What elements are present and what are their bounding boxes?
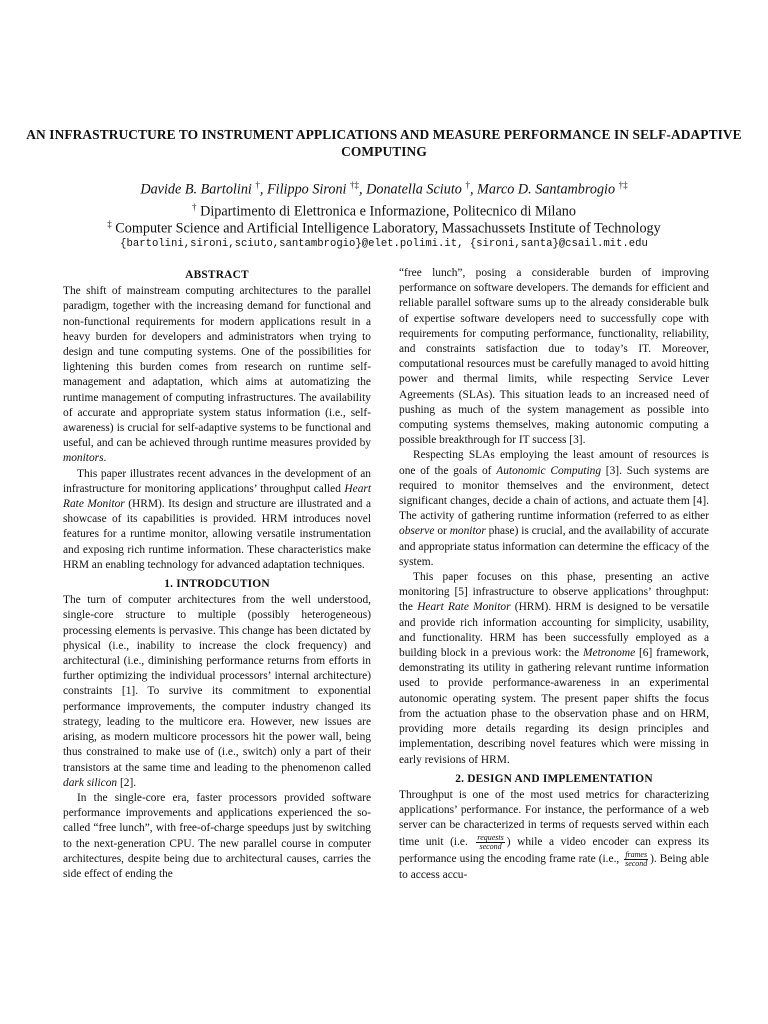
section-heading-introduction: 1. INTRODCUTION [164,578,270,591]
affiliation-mark: † [192,202,197,212]
author-name: Davide B. Bartolini [140,181,252,198]
abstract-paragraph: The shift of mainstream computing architectures to the parallel paradigm, together with the increasing demand for functional and non-functional requirements for modern applications result in a heavy burden for developers and administrators when trying to design and tune computing systems. One of the possibilities for lightening this burden comes from research on runtime self-management and adaptation, which aims at automatizing the runtime management of computing infrastructures. The availability of accurate and appropriate system status information (i.e., self-awareness) is crucial for self-adaptive systems to be functional and useful, and can be achieved through runtime measures provided by monitors. [63,285,371,465]
body-paragraph: The turn of computer architectures from the well understood, single-core structure to multiple (possibly heterogeneous) processing elements is pervasive. This change has been dictated by physical (i.e., inability to increase the clock frequency) and architectural (i.e., diminishing performance returns from efforts in further optimizing the individual processors’ internal architecture) constraints [1]. To survive its commitment to exponential performance improvements, the computer industry changed its strategy, leading to the multicore era. However, new issues are arising, as modern multicore processors hit the power wall, being thus constrained to make use of (i.e., switch) only a part of their transistors at the same time and leading to the phenomenon called dark silicon [2]. [63,594,371,789]
author-name: Marco D. Santambrogio [477,181,616,198]
author-name: Donatella Sciuto [366,181,462,198]
abstract-paragraph: This paper illustrates recent advances in the development of an infrastructure for monitoring applications’ throughput called Heart Rate Monitor (HRM). Its design and structure are illustrated and a showcase of its capabilities is provided. HRM introduces novel features for a runtime monitor, allowing versatile instrumentation and exposing rich runtime information. These characteristics make HRM an enabling technology for advanced adaptation techniques. [63,467,371,571]
affiliation-mark: †‡ [618,180,628,190]
affiliation-line [0,202,768,221]
body-paragraph: In the single-core era, faster processors provided software performance improvements and applications experienced the so-called “free lunch”, with free-of-charge speedups just by switching to the next-generation CPU. The new parallel course in computer architectures, despite being due to architectural causes, carries the side effect of ending the [63,791,371,880]
fraction-requests-per-second: $\frac{\text{requests}}{\text{second}}$ [477,832,504,851]
author-list: Davide B. Bartolini †, Filippo Sironi †‡, Donatella Sciuto †, Marco D. Santambrogio †‡ [140,180,628,198]
affiliation-mark: † [465,180,470,190]
right-column [399,266,709,883]
section-heading-abstract: ABSTRACT [185,269,249,281]
body-paragraph: Respecting SLAs employing the least amount of resources is one of the goals of Autonomic Computing [3]. Such systems are required to monitor themselves and the environment, detect significant changes, decide a chain of actions, and actuate them [4]. The activity of gathering runtime information (referred to as either observe or monitor phase) is crucial, and the availability of accurate and appropriate status information can determine the efficacy of the system. [399,449,710,568]
paper-title: AN INFRASTRUCTURE TO INSTRUMENT APPLICATIONS AND MEASURE PERFORMANCE IN SELF-ADAPTIVE COMPUTING [26,127,742,159]
affiliation-mark: † [255,180,260,190]
affiliation-text: Computer Science and Artificial Intelligence Laboratory, Massachussets Institute of Technology [115,220,661,237]
fraction-frames-per-second: $\frac{\text{frames}}{\text{second}}$ [625,849,648,868]
affiliation-mark: †‡ [350,180,360,190]
body-paragraph: “free lunch”, posing a considerable burden of improving performance on software developers. The demands for efficient and reliable parallel software sums up to the already considerable bulk of expertise software developers need to successfully cope with requirements for computing performance, functionality, reliability, and constraints satisfaction due to today’s IT. Moreover, computational resources must be carefully managed to avoid hitting power and thermal limits, while respecting Service Lever Agreements (SLAs). This situation leads to an increased need of pushing as much of the system management as possible into computing systems themselves, making autonomic computing a possible breakthrough for IT success [3]. [399,267,709,447]
affiliation-text: Dipartimento di Elettronica e Informazione, Politecnico di Milano [200,203,576,220]
affiliation-mark: ‡ [107,219,112,229]
author-name: Filippo Sironi [267,181,347,198]
affiliation-line [0,219,768,238]
body-paragraph: This paper focuses on this phase, presenting an active monitoring [5] infrastructure to observe applications’ throughput: the Heart Rate Monitor (HRM). HRM is designed to be versatile and provide rich information accounting for simplicity, usability, and functionality. HRM has been successfully employed as a building block in a previous work: the Metronome [6] framework, demonstrating its utility in gathering relevant runtime information used to provide performance-awareness in an experimental autonomic operating system. The present paper shifts the focus from the actuation phase to the observation phase and on HRM, providing more details regarding its design principles and implementation, describing novel features which were missing in early revisions of HRM. [399,571,709,766]
section-heading-design: 2. DESIGN AND IMPLEMENTATION [455,772,653,785]
author-emails: {bartolini,sironi,sciuto,santambrogio}@elet.polimi.it, {sironi,santa}@csail.mit.edu [120,238,648,250]
left-column [63,266,371,882]
body-paragraph: Throughput is one of the most used metrics for characterizing applications’ performance. For instance, the performance of a web server can be characterized in terms of requests served within each time unit (i.e. $\frac{\text{requests}}{\text{second}}$ ) while a video encoder can express its performance using the encoding frame rate (i.e., $\frac{\text{frames}}{\text{second}}$ ). Being able to access accu- [399,788,710,881]
